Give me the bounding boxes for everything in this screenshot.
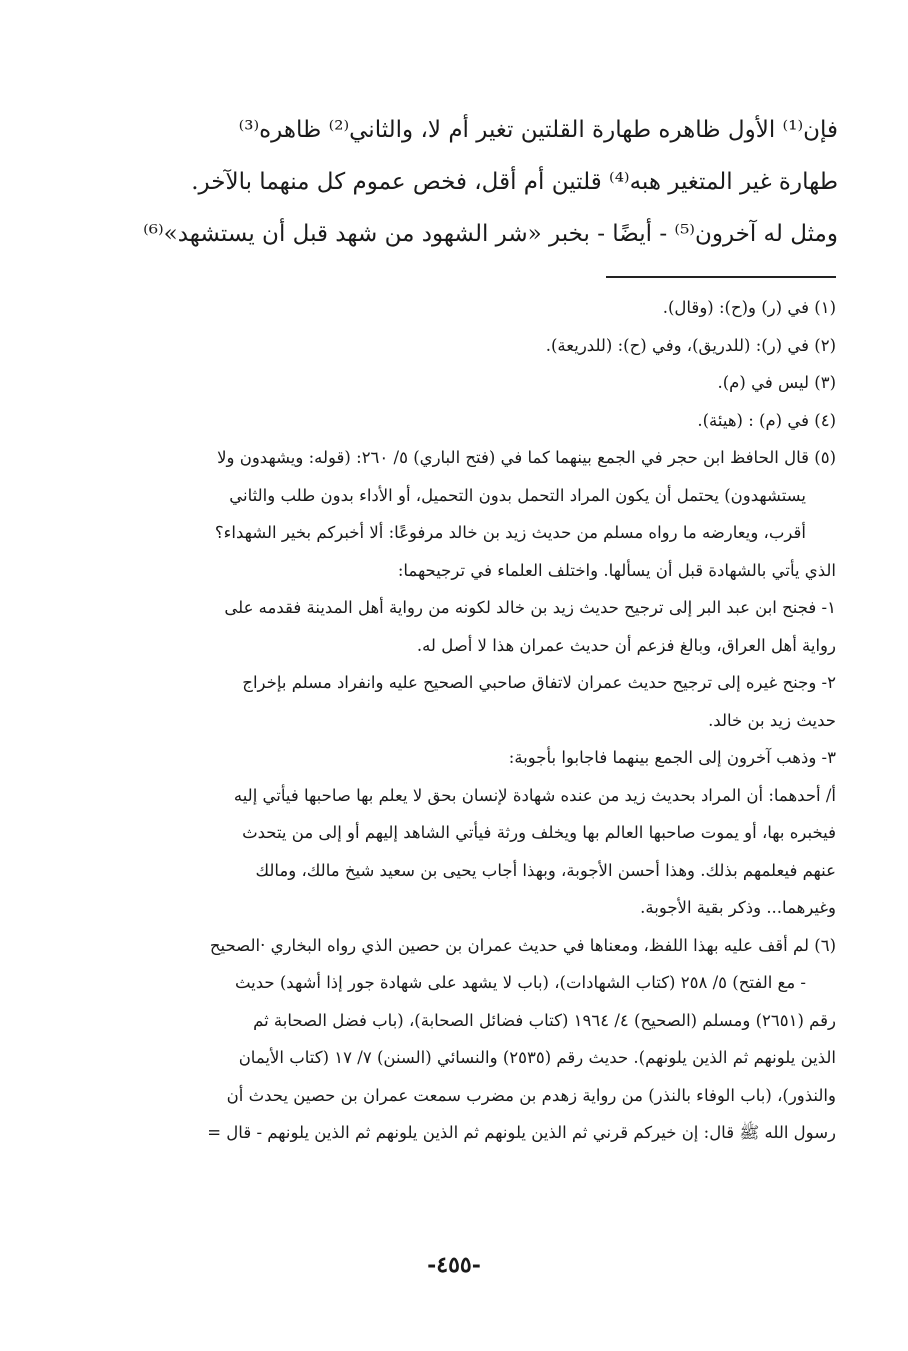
footnote-4: (٤) في (م) : (هيئة). xyxy=(697,410,836,430)
footnote-line: رقم (٢٦٥١) ومسلم (الصحيح) ٤/ ١٩٦٤ (كتاب فضائل الصحابة)، (باب فضل الصحابة ثم xyxy=(253,1010,836,1030)
footnote-line: الذين يلونهم ثم الذين يلونهم). حديث رقم (٢٥٣٥) والنسائي (السنن) ٧/ ١٧ (كتاب الأيمان xyxy=(238,1048,836,1067)
footnote-line: (٥) قال الحافظ ابن حجر في الجمع بينهما كما في (فتح الباري) ٥/ ٢٦٠: (قوله: ويشهدون ولا xyxy=(217,448,836,467)
main-text-line: ومثل له آخرون⁽⁵⁾ - أيضًا - بخبر «شر الشهود من شهد قبل أن يستشهد»⁽⁶⁾ xyxy=(143,221,838,247)
footnote-line: حديث زيد بن خالد. xyxy=(708,710,836,730)
footnote-line: - مع الفتح) ٥/ ٢٥٨ (كتاب الشهادات)، (باب لا يشهد على شهادة جور إذا أشهد) حديث xyxy=(234,973,806,992)
footnote-6 xyxy=(68,927,836,1152)
main-text-line: طهارة غير المتغير هبه⁽⁴⁾ قلتين أم أقل، فخص عموم كل منهما بالآخر. xyxy=(191,169,838,195)
footnote-line: عنهم فيعلمهم بذلك. وهذا أحسن الأجوبة، وبهذا أجاب يحيى بن سعيد شيخ مالك، ومالك xyxy=(255,860,836,880)
footnote-separator xyxy=(606,276,836,278)
main-text-line: فإن⁽¹⁾ الأول ظاهره طهارة القلتين تغير أم لا، والثاني⁽²⁾ ظاهره⁽³⁾ xyxy=(238,117,838,143)
footnote-line: وغيرهما... وذكر بقية الأجوبة. xyxy=(640,898,836,917)
footnote-3: (٣) ليس في (م). xyxy=(717,373,836,392)
footnote-line: (٦) لم أقف عليه بهذا اللفظ، ومعناها في حديث عمران بن حصين الذي رواه البخاري ·الصحيح xyxy=(209,935,836,955)
footnote-line: ١- فجنح ابن عبد البر إلى ترجيح حديث زيد بن خالد لكونه من رواية أهل المدينة فقدمه على xyxy=(224,598,836,617)
footnote-line: أ/ أحدهما: أن المراد بحديث زيد من عنده شهادة لإنسان بحق لا يعلم بها صاحبها فيأتي إليه xyxy=(233,785,836,805)
footnote-line: رواية أهل العراق، وبالغ فزعم أن حديث عمران هذا لا أصل له. xyxy=(416,635,836,655)
footnote-2: (٢) في (ر): (للدريق)، وفي (ح): (للدريعة). xyxy=(545,335,836,355)
footnote-5 xyxy=(68,439,836,927)
footnote-line: ٣- وذهب آخرون إلى الجمع بينهما فاجابوا بأجوبة: xyxy=(508,748,836,767)
footnote-line: ٢- وجنح غيره إلى ترجيح حديث عمران لاتفاق صاحبي الصحيح عليه وانفراد مسلم بإخراج xyxy=(242,673,836,692)
page-number: -٤٥٥- xyxy=(427,1252,481,1278)
footnote-line: يستشهدون) يحتمل أن يكون المراد التحمل بدون التحميل، أو الأداء بدون طلب والثاني xyxy=(229,485,806,505)
footnote-line: الذي يأتي بالشهادة قبل أن يسألها. واختلف العلماء في ترجيحهما: xyxy=(397,560,836,580)
footnote-line: أقرب، ويعارضه ما رواه مسلم من حديث زيد بن خالد مرفوعًا: ألا أخبركم بخير الشهداء؟ xyxy=(214,523,806,542)
footnote-line: فيخبره بها، أو يموت صاحبها العالم بها ويخلف ورثة فيأتي الشاهد إليهم أو إلى من يتحدث xyxy=(242,823,836,842)
footnotes-block xyxy=(68,289,836,1152)
footnote-line: والنذور)، (باب الوفاء بالنذر) من رواية زهدم بن مضرب سمعت عمران بن حصين يحدث أن xyxy=(226,1085,836,1105)
footnote-line: رسول الله ﷺ قال: إن خيركم قرني ثم الذين يلونهم ثم الذين يلونهم ثم الذين يلونهم - قال = xyxy=(207,1123,836,1142)
footnote-1: (١) في (ر) و(ح): (وقال). xyxy=(662,298,836,317)
main-text-block xyxy=(68,104,838,260)
